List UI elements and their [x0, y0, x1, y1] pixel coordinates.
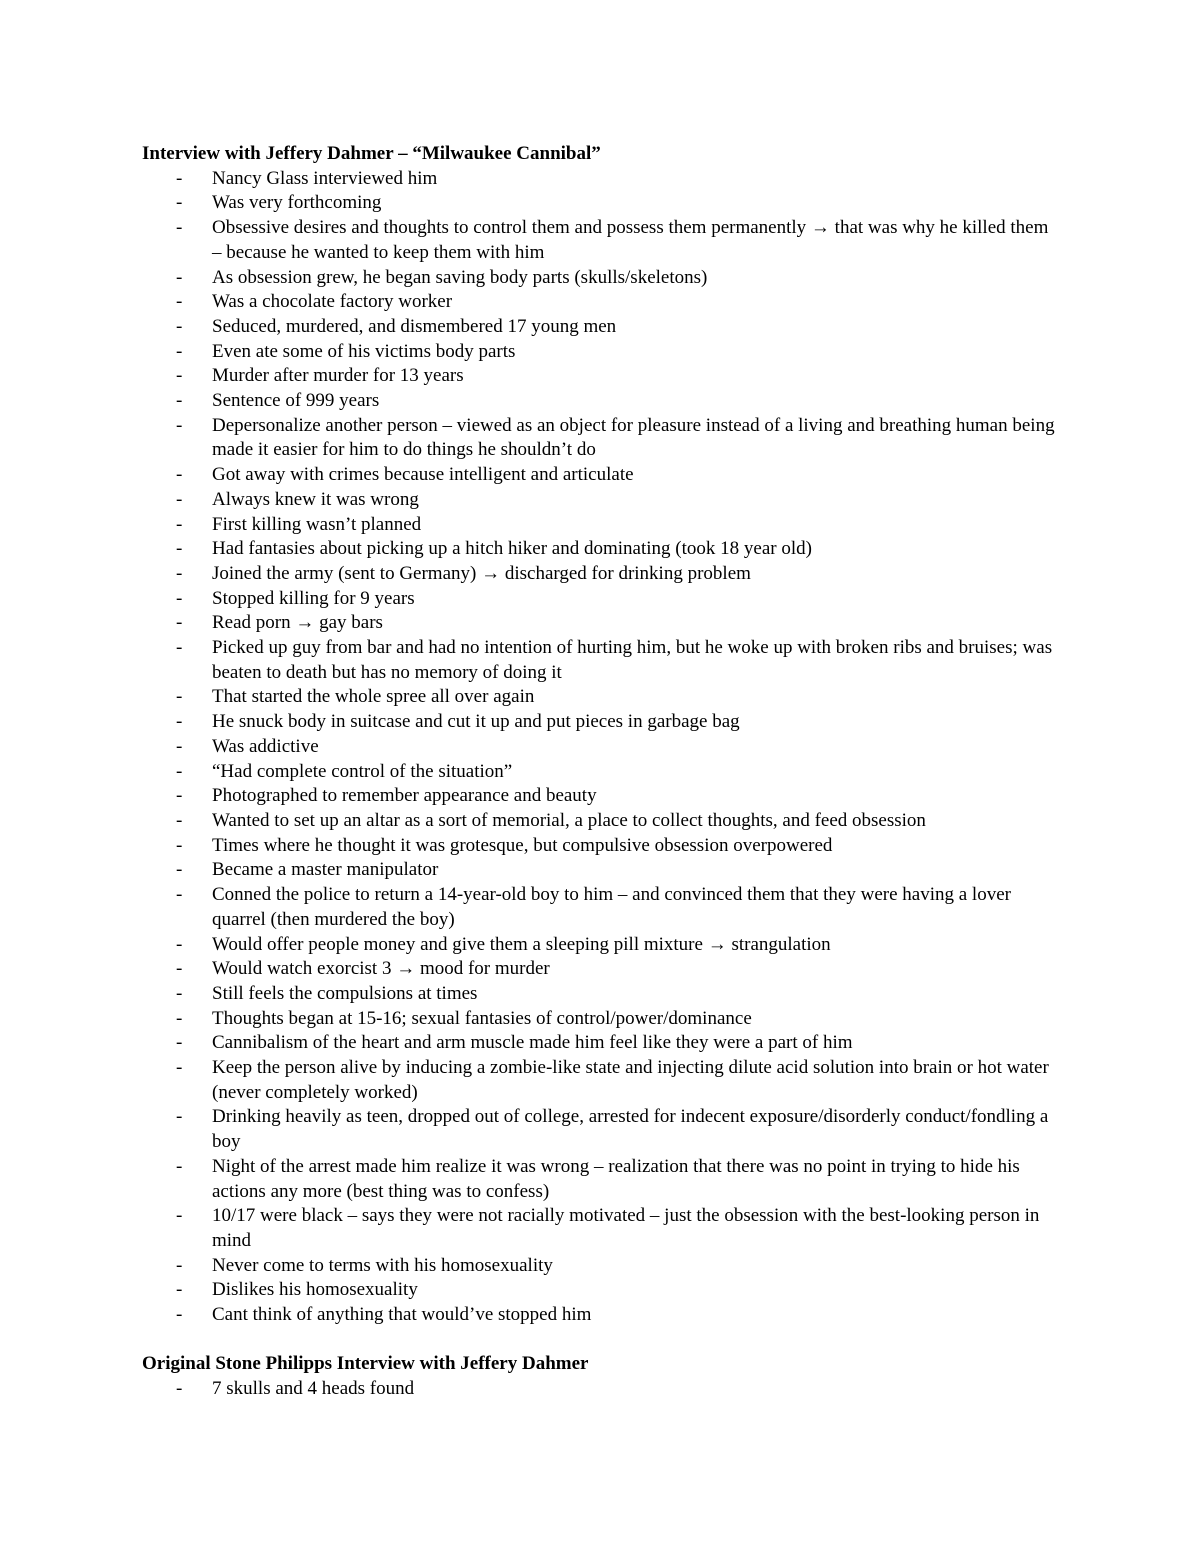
list-item-text: Sentence of 999 years	[212, 390, 380, 412]
list-item	[142, 364, 1062, 389]
bullet-dash: -	[176, 464, 183, 486]
list-item-text: As obsession grew, he began saving body parts (skulls/skeletons)	[212, 266, 708, 288]
list-item-text: Drinking heavily as teen, dropped out of college, arrested for indecent exposure/disorderly conduct/fondling a boy	[212, 1106, 1049, 1153]
list-item	[142, 1204, 1062, 1253]
bullet-dash: -	[176, 859, 183, 881]
list-item-text: Thoughts began at 15-16; sexual fantasies of control/power/dominance	[212, 1007, 752, 1029]
list-item	[142, 463, 1062, 488]
list-item	[142, 1377, 1062, 1402]
list-item-text: Never come to terms with his homosexuality	[212, 1254, 553, 1276]
list-item-text: First killing wasn’t planned	[212, 513, 422, 535]
list-item	[142, 513, 1062, 538]
list-item-text: Seduced, murdered, and dismembered 17 young men	[212, 315, 617, 337]
list-item	[142, 537, 1062, 562]
list-item	[142, 883, 1062, 932]
list-item	[142, 389, 1062, 414]
bullet-dash: -	[176, 711, 183, 733]
list-item-text: Conned the police to return a 14-year-old boy to him – and convinced them that they were having a lover quarrel (then murdered the boy)	[212, 884, 1011, 930]
bullet-dash: -	[176, 340, 183, 362]
bullet-dash: -	[176, 958, 183, 980]
section-heading-dahmer-interview: Interview with Jeffery Dahmer – “Milwaukee Cannibal”	[142, 143, 601, 164]
list-item-text: Photographed to remember appearance and beauty	[212, 785, 597, 807]
list-item	[142, 735, 1062, 760]
bullet-dash: -	[176, 167, 183, 189]
list-item-text: Cannibalism of the heart and arm muscle made him feel like they were a part of him	[212, 1032, 853, 1054]
bullet-dash: -	[176, 834, 183, 856]
bullet-dash: -	[176, 587, 183, 609]
list-item-text: He snuck body in suitcase and cut it up and put pieces in garbage bag	[212, 711, 740, 733]
notes-list-dahmer-interview	[142, 167, 1062, 1328]
list-item-text: Times where he thought it was grotesque, but compulsive obsession overpowered	[212, 834, 833, 856]
list-item-text: Was a chocolate factory worker	[212, 291, 453, 313]
list-item-text: Cant think of anything that would’ve stopped him	[212, 1304, 592, 1326]
list-item-text: Murder after murder for 13 years	[212, 365, 464, 387]
list-item	[142, 587, 1062, 612]
list-item	[142, 315, 1062, 340]
list-item-text: Keep the person alive by inducing a zombie-like state and injecting dilute acid solution into brain or hot water (never completely worked)	[212, 1057, 1049, 1103]
bullet-dash: -	[176, 884, 183, 906]
list-item	[142, 266, 1062, 291]
bullet-dash: -	[176, 933, 183, 955]
bullet-dash: -	[176, 291, 183, 313]
list-item-text: Was very forthcoming	[212, 192, 382, 214]
list-item	[142, 1105, 1062, 1154]
list-item-text: 10/17 were black – says they were not racially motivated – just the obsession with the best-looking person in mind	[212, 1205, 1040, 1251]
document-body	[142, 142, 1062, 1402]
section-spacer	[142, 1328, 1062, 1353]
list-item-text: Dislikes his homosexuality	[212, 1279, 418, 1301]
bullet-dash: -	[176, 1279, 183, 1301]
notes-list-stone-philipps-interview	[142, 1377, 1062, 1402]
bullet-dash: -	[176, 686, 183, 708]
list-item-text: “Had complete control of the situation”	[212, 760, 513, 782]
list-item	[142, 636, 1062, 685]
bullet-dash: -	[176, 266, 183, 288]
bullet-dash: -	[176, 1032, 183, 1054]
list-item	[142, 167, 1062, 192]
list-item	[142, 834, 1062, 859]
list-item-text: Picked up guy from bar and had no intention of hurting him, but he woke up with broken ribs and bruises; was beaten to death but has no memory of doing it	[212, 637, 1053, 683]
list-item	[142, 414, 1062, 463]
bullet-dash: -	[176, 785, 183, 807]
list-item	[142, 685, 1062, 710]
list-item-text: Obsessive desires and thoughts to control them and possess them permanently → that was why he killed them – because he wanted to keep them with him	[212, 217, 1049, 263]
bullet-dash: -	[176, 760, 183, 782]
list-item	[142, 1031, 1062, 1056]
bullet-dash: -	[176, 1304, 183, 1326]
list-item	[142, 858, 1062, 883]
list-item	[142, 340, 1062, 365]
bullet-dash: -	[176, 1378, 183, 1400]
bullet-dash: -	[176, 637, 183, 659]
list-item	[142, 1254, 1062, 1279]
list-item-text: Would watch exorcist 3 → mood for murder	[212, 958, 550, 980]
list-item	[142, 611, 1062, 636]
bullet-dash: -	[176, 414, 183, 436]
bullet-dash: -	[176, 315, 183, 337]
bullet-dash: -	[176, 982, 183, 1004]
list-item-text: Even ate some of his victims body parts	[212, 340, 516, 362]
list-item-text: Joined the army (sent to Germany) → discharged for drinking problem	[212, 562, 751, 584]
bullet-dash: -	[176, 735, 183, 757]
list-item	[142, 784, 1062, 809]
list-item-text: Became a master manipulator	[212, 859, 439, 881]
list-item-text: Always knew it was wrong	[212, 488, 419, 510]
list-item	[142, 290, 1062, 315]
list-item-text: Read porn → gay bars	[212, 612, 383, 634]
bullet-dash: -	[176, 562, 183, 584]
bullet-dash: -	[176, 1205, 183, 1227]
bullet-dash: -	[176, 513, 183, 535]
bullet-dash: -	[176, 1254, 183, 1276]
bullet-dash: -	[176, 217, 183, 239]
list-item	[142, 933, 1062, 958]
bullet-dash: -	[176, 538, 183, 560]
list-item-text: Wanted to set up an altar as a sort of memorial, a place to collect thoughts, and feed obsession	[212, 809, 926, 831]
list-item	[142, 191, 1062, 216]
list-item	[142, 957, 1062, 982]
list-item-text: Depersonalize another person – viewed as an object for pleasure instead of a living and breathing human being made it easier for him to do things he shouldn’t do	[212, 414, 1055, 461]
section-heading-stone-philipps-interview: Original Stone Philipps Interview with Jeffery Dahmer	[142, 1353, 589, 1375]
list-item-text: Was addictive	[212, 735, 319, 757]
list-item	[142, 488, 1062, 513]
list-item-text: Nancy Glass interviewed him	[212, 167, 438, 189]
bullet-dash: -	[176, 488, 183, 510]
bullet-dash: -	[176, 612, 183, 634]
list-item	[142, 1056, 1062, 1105]
list-item	[142, 562, 1062, 587]
list-item-text: Got away with crimes because intelligent and articulate	[212, 464, 634, 486]
list-item	[142, 1007, 1062, 1032]
list-item	[142, 982, 1062, 1007]
list-item	[142, 1303, 1062, 1328]
list-item	[142, 809, 1062, 834]
list-item-text: Had fantasies about picking up a hitch hiker and dominating (took 18 year old)	[212, 538, 812, 560]
list-item	[142, 1155, 1062, 1204]
bullet-dash: -	[176, 1106, 183, 1128]
list-item-text: 7 skulls and 4 heads found	[212, 1378, 415, 1400]
list-item-text: Still feels the compulsions at times	[212, 982, 478, 1004]
list-item-text: Night of the arrest made him realize it was wrong – realization that there was no point in trying to hide his actions any more (best thing was to confess)	[212, 1155, 1020, 1202]
bullet-dash: -	[176, 390, 183, 412]
bullet-dash: -	[176, 1155, 183, 1177]
bullet-dash: -	[176, 365, 183, 387]
bullet-dash: -	[176, 809, 183, 831]
bullet-dash: -	[176, 1007, 183, 1029]
list-item	[142, 1278, 1062, 1303]
list-item	[142, 760, 1062, 785]
list-item	[142, 710, 1062, 735]
list-item-text: Stopped killing for 9 years	[212, 587, 415, 609]
list-item-text: That started the whole spree all over again	[212, 686, 535, 708]
bullet-dash: -	[176, 192, 183, 214]
bullet-dash: -	[176, 1057, 183, 1079]
list-item	[142, 216, 1062, 265]
list-item-text: Would offer people money and give them a sleeping pill mixture → strangulation	[212, 933, 831, 955]
